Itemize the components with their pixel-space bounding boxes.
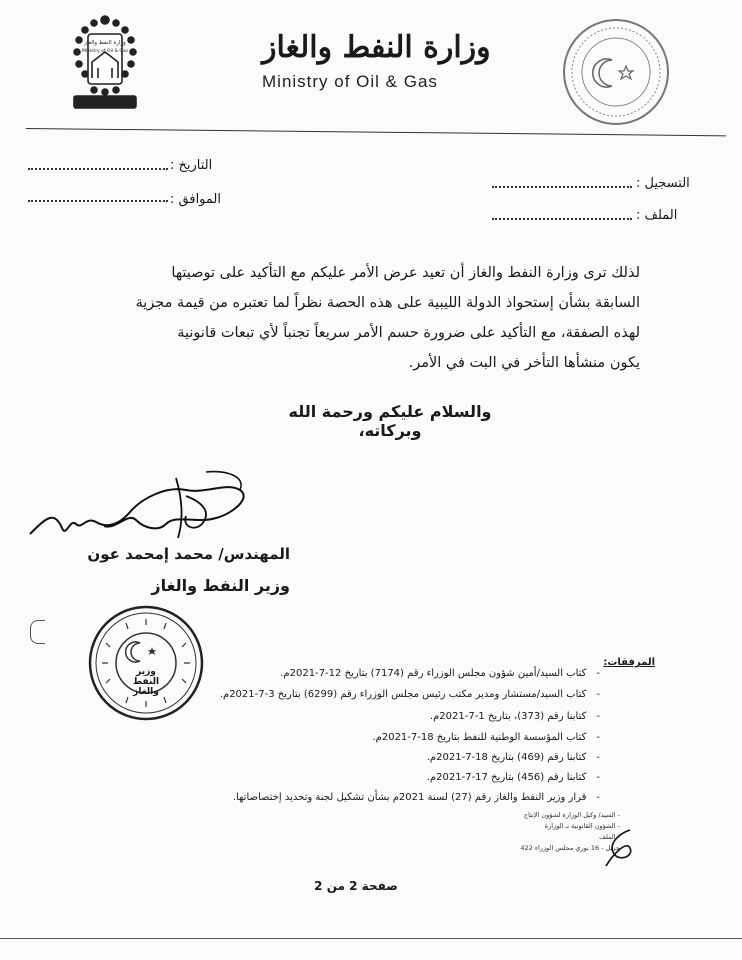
copy-line: جزيل - 16 نوري مجلس الوزراء 422 xyxy=(520,844,620,852)
state-seal xyxy=(560,16,672,128)
registration-label: التسجيل : xyxy=(636,176,690,191)
ministry-name-arabic: وزارة النفط والغاز xyxy=(262,30,491,65)
date-dotted-line xyxy=(28,168,168,170)
copies-list xyxy=(440,810,620,854)
closing-greeting: والسلام عليكم ورحمة الله وبركاته، xyxy=(288,402,492,440)
ministry-logo xyxy=(64,12,146,112)
signatory-name: المهندس/ محمد إمحمد عون xyxy=(87,545,290,563)
registration-dotted-line xyxy=(492,186,632,188)
handwritten-signature xyxy=(26,468,256,550)
header-divider xyxy=(26,128,726,137)
page-number: صفحة 2 من 2 xyxy=(314,879,398,893)
body-line: يكون منشأها التأخر في البت في الأمر. xyxy=(408,355,640,371)
date-label: التاريخ : xyxy=(170,158,213,173)
copy-line: - الشؤون القانونية بـ الوزارة xyxy=(544,822,620,830)
attachment-item: -كتاب السيد/أمين شؤون مجلس الوزراء رقم (7174) بتاريخ 12-7-2021م. xyxy=(280,668,600,679)
attachment-item: -كتاب السيد/مستشار ومدير مكتب رئيس مجلس الوزراء رقم (6299) بتاريخ 3-7-2021م. xyxy=(219,689,600,700)
minister-seal xyxy=(86,603,206,723)
handwritten-initials xyxy=(600,826,640,870)
attachment-item: -قرار وزير النفط والغاز رقم (27) لسنة 2021م بشأن تشكيل لجنة وتحديد إختصاصاتها. xyxy=(232,792,600,803)
corresponding-date-label: الموافق : xyxy=(170,192,221,207)
ministry-name-english: Ministry of Oil & Gas xyxy=(262,72,438,91)
svg-text:Ministry of Oil & Gas: Ministry of Oil & Gas xyxy=(81,49,129,54)
footer-divider xyxy=(0,938,742,939)
file-label: الملف : xyxy=(636,208,678,223)
svg-text:وزارة النفط والغاز: وزارة النفط والغاز xyxy=(84,40,126,46)
attachment-item: -كتابنا رقم (373)، بتاريخ 1-7-2021م. xyxy=(429,711,600,722)
attachments-title: المرفقات: xyxy=(603,657,655,668)
corresponding-dotted-line xyxy=(28,200,168,202)
seal-inner-text: وزير النفط والغاز xyxy=(132,667,160,697)
body-line: لذلك ترى وزارة النفط والغاز أن تعيد عرض الأمر عليكم مع التأكيد على توصيتها xyxy=(171,265,640,281)
signatory-title: وزير النفط والغاز xyxy=(151,576,290,595)
copy-line: - السيد/ وكيل الوزارة لشؤون الإنتاج xyxy=(523,811,620,819)
body-line: لهذه الصفقة، مع التأكيد على ضرورة حسم الأمر سريعاً تجنباً لأي تبعات قانونية xyxy=(177,325,640,341)
attachment-item: -كتاب المؤسسة الوطنية للنفط بتاريخ 18-7-2021م. xyxy=(372,732,600,743)
attachment-item: -كتابنا رقم (469) بتاريخ 18-7-2021م. xyxy=(426,752,600,763)
copy-line: - الملف xyxy=(599,833,620,841)
margin-bracket xyxy=(30,620,45,644)
file-dotted-line xyxy=(492,218,632,220)
attachment-item: -كتابنا رقم (456) بتاريخ 17-7-2021م. xyxy=(426,772,600,783)
body-line: السابقة بشأن إستحواذ الدولة الليبية على هذه الحصة نظراً لما تعتبره من قيمة مجزية xyxy=(135,295,640,311)
letter-body xyxy=(80,258,640,378)
